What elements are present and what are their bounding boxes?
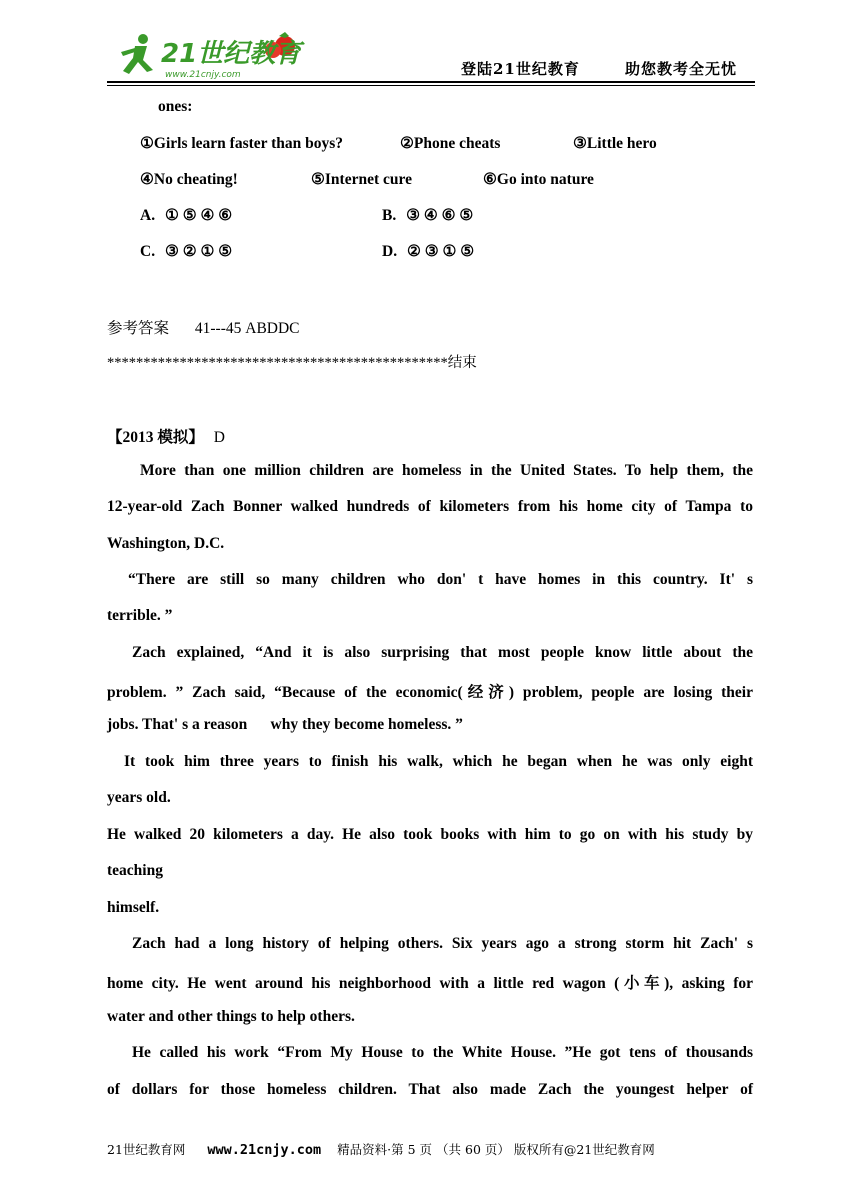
passage-line: teaching [107,862,163,879]
choice-a [140,206,232,225]
option-4: ④No cheating! [140,171,238,188]
logo-text: 21世纪教育 [161,39,302,69]
passage-heading-label: 【2013 模拟】 [107,429,204,446]
footer-page-info: 精品资料·第 5 页 （共 60 页） 版权所有@21世纪教育网 [337,1142,655,1157]
site-logo [113,30,313,82]
logo-url: www.21cnjy.com [165,70,241,80]
passage-heading [107,425,225,447]
choice-value: ③ ④ ⑥ ⑤ [406,207,474,224]
passage-line: He called his work “From My House to the White House. ”He got tens of thousands [132,1044,753,1061]
choice-letter: A. [140,207,156,224]
passage-line: years old. [107,789,171,806]
choice-d [382,242,474,261]
running-figure-icon [121,34,153,74]
choice-value: ② ③ ① ⑤ [406,243,475,260]
passage-line: himself. [107,899,160,916]
passage-line: water and other things to help others. [107,1008,355,1025]
choice-b [382,206,473,225]
footer [107,1140,655,1158]
passage-line: More than one million children are homeless in the United States. To help them, the [140,462,753,479]
question-intro: ones: [158,98,193,115]
answer-value: 41---45 ABDDC [194,320,300,337]
option-3: ③Little hero [573,135,657,152]
header-rule-thin [107,85,755,86]
choice-letter: C. [140,243,156,260]
header-slogan-1: 登陆21世纪教育 [461,60,580,78]
option-1: ①Girls learn faster than boys? [140,135,344,152]
passage-line: He walked 20 kilometers a day. He also took books with him to go on with his study by [107,826,753,843]
choice-value: ③ ② ① ⑤ [164,243,233,260]
option-5: ⑤Internet cure [311,171,412,188]
passage-line: jobs. That' s a reason why they become homeless. ” [107,716,463,733]
footer-site-url: www.21cnjy.com [207,1142,322,1158]
answer-key [107,316,300,338]
passage-line: “There are still so many children who don' t have homes in this country. It' s [128,571,753,588]
passage-line: home city. He went around his neighborhood with a little red wagon (小车), asking for [107,975,753,992]
choice-value: ① ⑤ ④ ⑥ [164,207,233,224]
passage-line: It took him three years to finish his walk, which he began when he was only eight [124,753,753,770]
choice-letter: D. [382,243,398,260]
end-separator: ***********************************************结束 [107,355,477,371]
passage-line: problem. ” Zach said, “Because of the economic(经济) problem, people are losing their [107,684,753,701]
passage-section-letter: D [213,429,225,446]
passage-line: Washington, D.C. [107,535,225,552]
footer-site-name: 21世纪教育网 [107,1142,186,1157]
option-2: ②Phone cheats [400,135,501,152]
passage-line: Zach explained, “And it is also surprising that most people know little about the [132,644,753,661]
passage-line: Zach had a long history of helping others. Six years ago a strong storm hit Zach' s [132,935,753,952]
answer-label: 参考答案 [107,320,170,337]
passage-line: 12-year-old Zach Bonner walked hundreds of kilometers from his home city of Tampa to [107,498,753,515]
choice-c [140,242,232,261]
header-rule-thick [107,81,755,83]
header-slogan-2: 助您教考全无忧 [625,60,738,78]
passage-line: of dollars for those homeless children. That also made Zach the youngest helper of [107,1081,753,1098]
option-6: ⑥Go into nature [483,171,594,188]
passage-line: terrible. ” [107,607,173,624]
choice-letter: B. [382,207,397,224]
